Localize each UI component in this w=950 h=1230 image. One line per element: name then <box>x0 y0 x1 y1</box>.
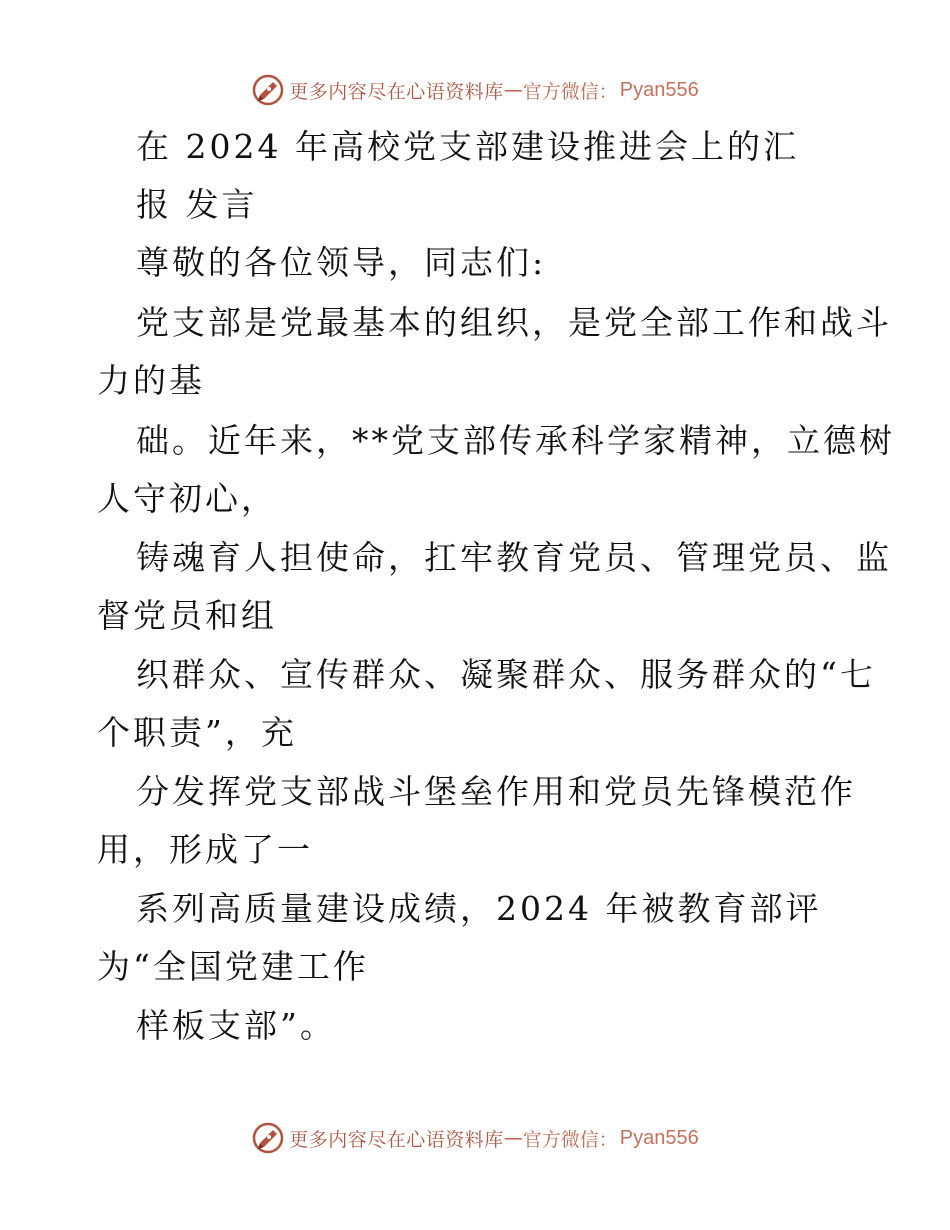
header-wechat-id: Pyan556 <box>619 78 699 101</box>
body-line: 用，形成了一 <box>97 830 313 869</box>
title-line-2: 报 发言 <box>136 185 258 224</box>
body-line: 织群众、宣传群众、凝聚群众、服务群众的“七 <box>136 655 876 694</box>
body-line: 个职责”，充 <box>97 713 297 752</box>
salutation: 尊敬的各位领导，同志们: <box>136 243 547 282</box>
footer-banner-separator: — <box>503 1127 523 1149</box>
footer-watermark-banner <box>0 1118 950 1158</box>
body-line: 为“全国党建工作 <box>97 947 369 986</box>
footer-banner-text: 更多内容尽在心语资料库 <box>289 1128 504 1151</box>
pen-logo-icon <box>251 1121 285 1155</box>
body-line: 力的基 <box>97 361 205 400</box>
body-line: 人守初心， <box>97 479 277 518</box>
header-wechat-label: 官方微信： <box>522 80 618 103</box>
body-line: 党支部是党最基本的组织，是党全部工作和战斗 <box>136 303 892 342</box>
body-line: 系列高质量建设成绩，2024 年被教育部评 <box>136 889 822 928</box>
body-line: 督党员和组 <box>97 596 277 635</box>
header-banner-separator: — <box>503 79 523 101</box>
body-line: 样板支部”。 <box>136 1006 336 1045</box>
title-line-1: 在 2024 年高校党支部建设推进会上的汇 <box>136 127 799 166</box>
body-line: 铸魂育人担使命，扛牢教育党员、管理党员、监 <box>136 538 892 577</box>
footer-wechat-id: Pyan556 <box>619 1126 699 1149</box>
body-line: 础。近年来，**党支部传承科学家精神，立德树 <box>136 421 895 460</box>
body-line: 分发挥党支部战斗堡垒作用和党员先锋模范作 <box>136 772 856 811</box>
footer-wechat-label: 官方微信： <box>522 1128 618 1151</box>
header-banner-text: 更多内容尽在心语资料库 <box>289 80 504 103</box>
